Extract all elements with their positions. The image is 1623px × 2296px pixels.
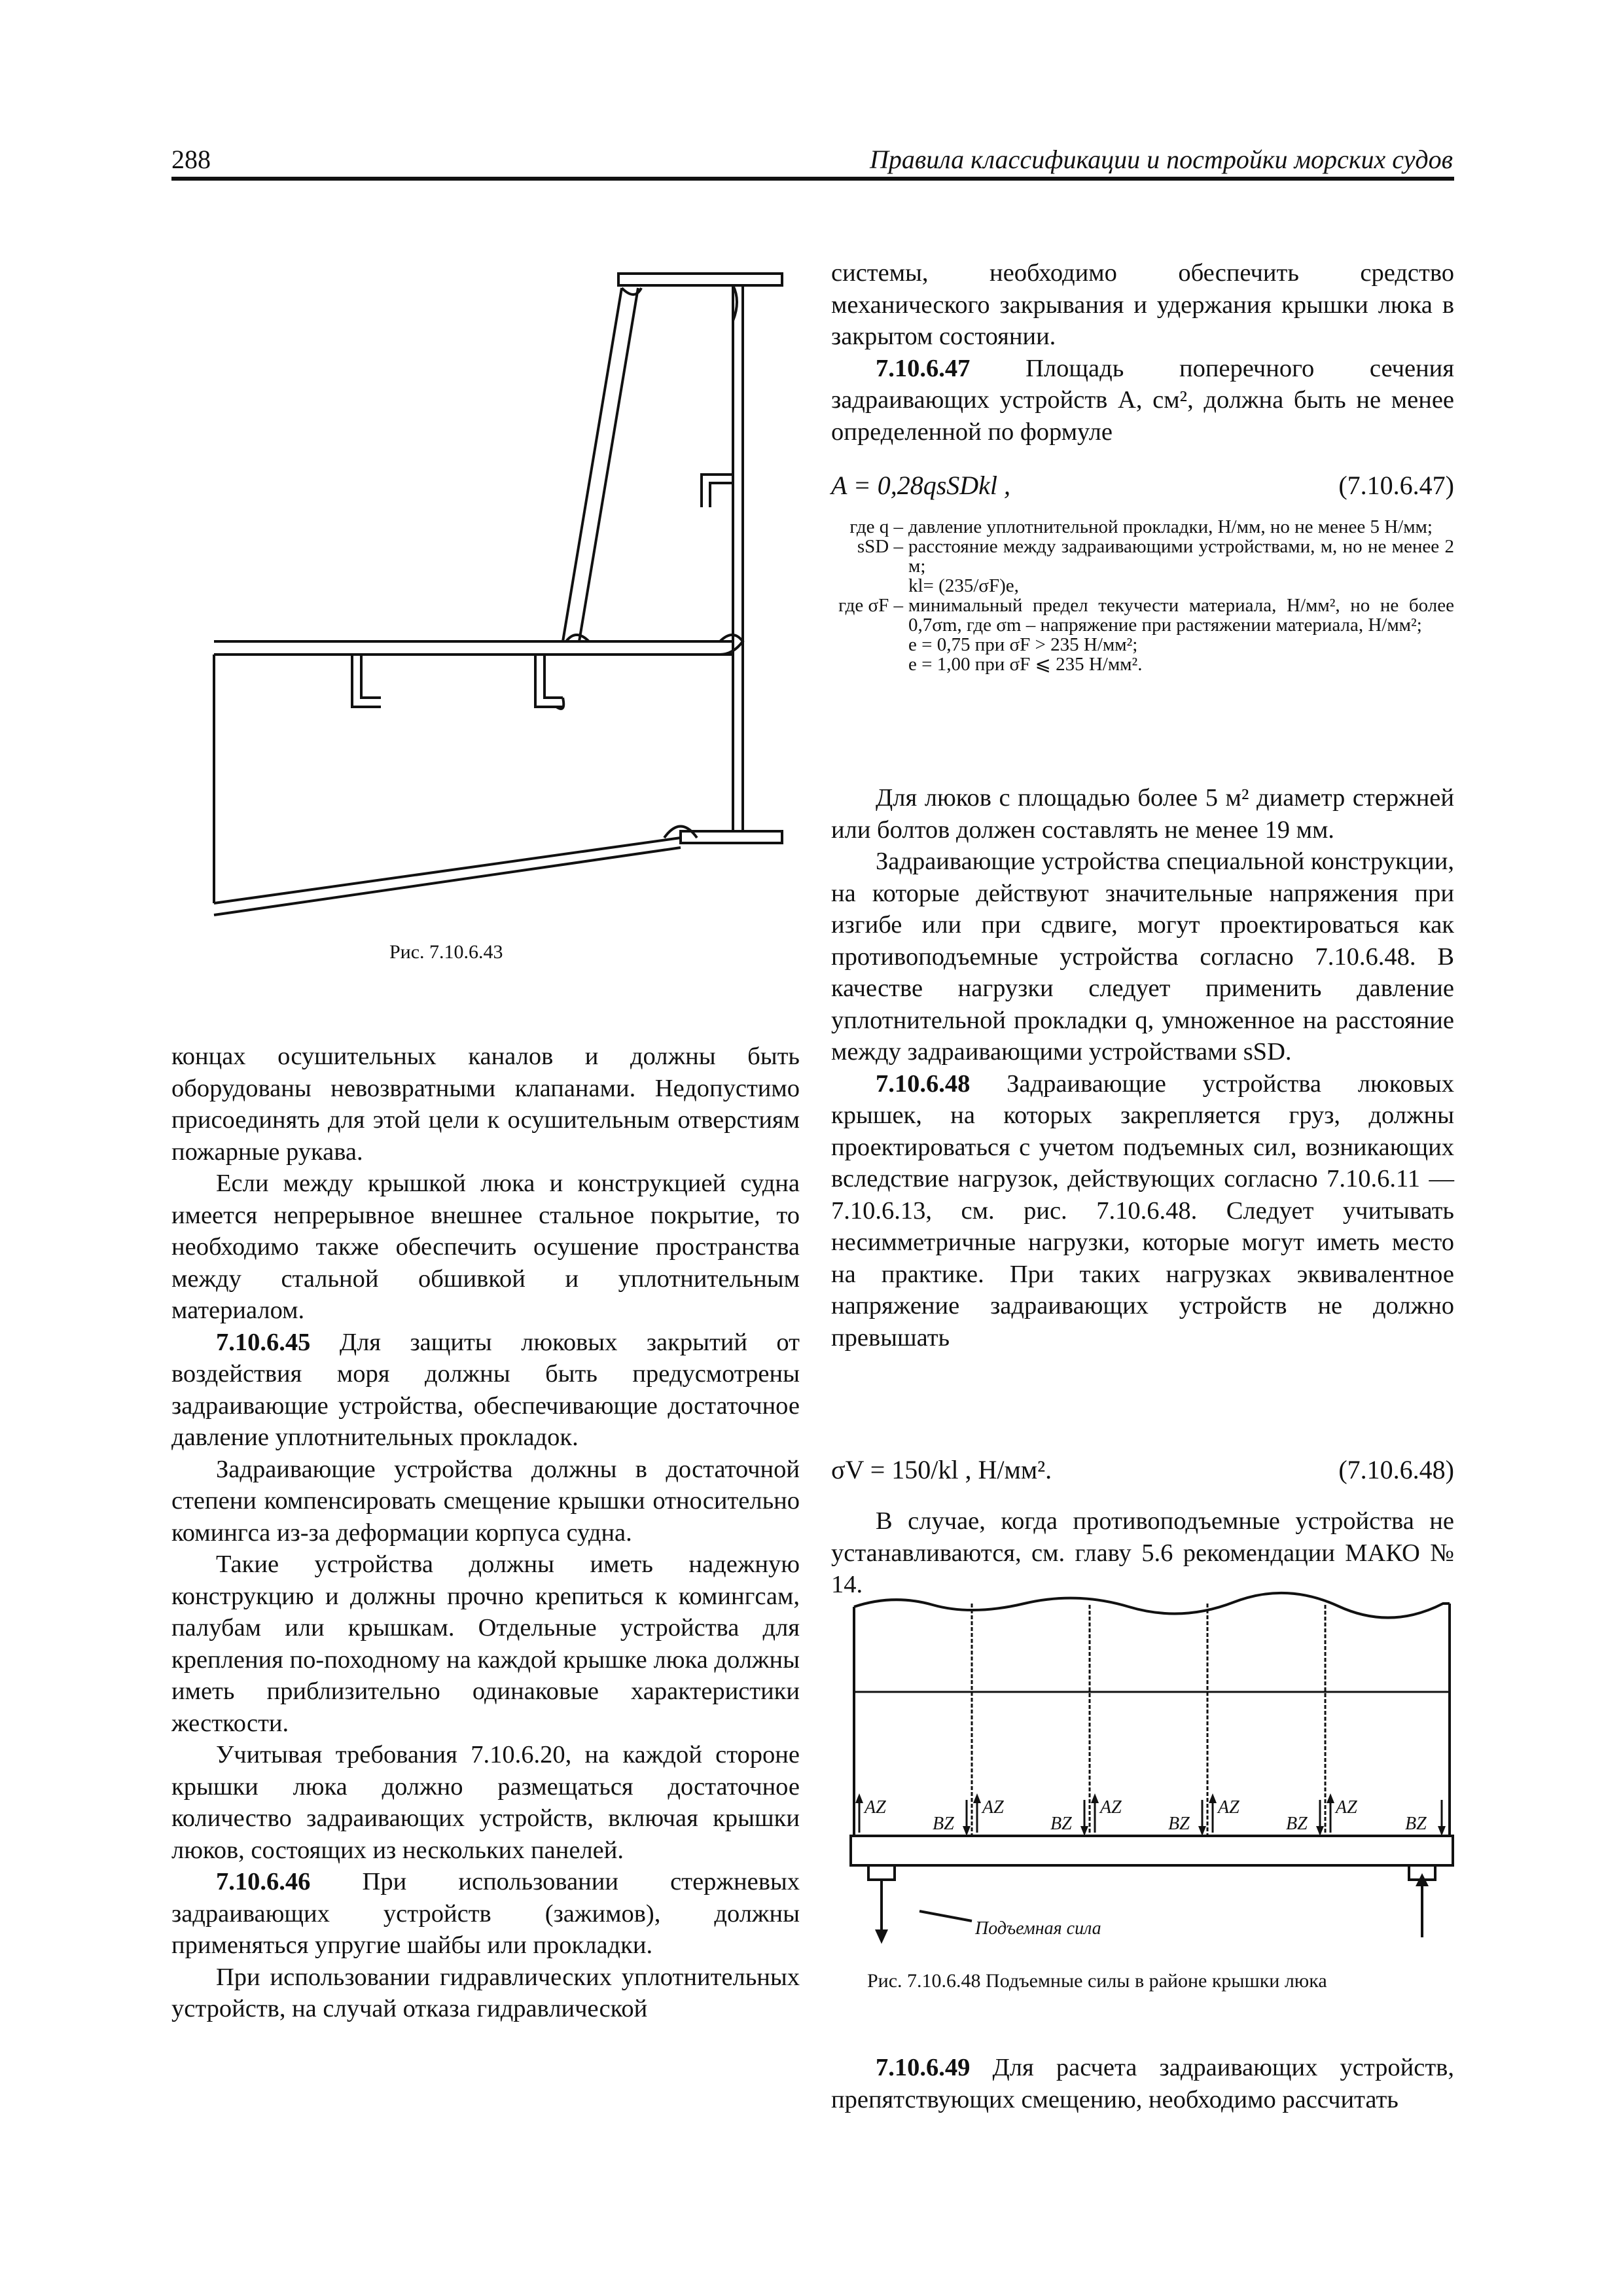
definition-text: расстояние между задраивающими устройствами, м, но не менее 2 м; [908, 536, 1454, 577]
paragraph: Задраивающие устройства должны в достаточной степени компенсировать смещение крышки относительно комингса из-за деформации корпуса судна. [171, 1455, 800, 1547]
right-column-middle [831, 782, 1454, 1354]
definition-term: sSD – [857, 536, 903, 557]
definition-term [831, 635, 908, 655]
definition-term [831, 655, 908, 674]
header-rule [171, 177, 1454, 181]
paragraph: системы, необходимо обеспечить средство механического закрывания и удержания крышки люка в закрытом состоянии. [831, 259, 1454, 350]
paragraph [171, 1866, 800, 1962]
definition-text: kl= (235/σF)e, [908, 575, 1019, 596]
definition-text: давление уплотнительной прокладки, Н/мм, но не менее 5 Н/мм; [908, 516, 1433, 537]
page-number: 288 [171, 145, 211, 174]
left-column [171, 1041, 800, 2025]
definition-text: минимальный предел текучести материала, Н/мм², но не более 0,7σm, где σm – напряжение при растяжении материала, Н/мм²; [908, 595, 1454, 636]
bz-label: BZ [1168, 1814, 1190, 1834]
definition-row [831, 537, 1454, 576]
definition-text: e = 1,00 при σF ⩽ 235 Н/мм². [908, 654, 1143, 675]
right-column-bottom [831, 2052, 1454, 2115]
figure-caption: Рис. 7.10.6.48 Подъемные силы в районе крышки люка [867, 1970, 1327, 1992]
section-number: 7.10.6.49 [876, 2054, 971, 2081]
definition-row [831, 576, 1454, 596]
paragraph: Если между крышкой люка и конструкцией судна имеется непрерывное внешнее стальное покрытие, то необходимо также обеспечить осушение пространства между стальной обшивкой и уплотнительным материалом. [171, 1170, 800, 1324]
definition-term: где q – [849, 516, 903, 537]
paragraph-text: Для защиты люковых закрытий от воздействия моря должны быть предусмотрены задраивающие устройства, обеспечивающие достаточное давление уплотнительных прокладок. [171, 1328, 800, 1451]
figure-caption: Рис. 7.10.6.43 [389, 941, 503, 963]
paragraph [831, 2052, 1454, 2115]
paragraph-text: Задраивающие устройства люковых крышек, на которых закрепляется груз, должны проектироваться с учетом подъемных сил, возникающих вследствие нагрузок, действующих согласно 7.10.6.11 — 7.10.6.13, см. рис. 7.10.6.48. Следует учитывать несимметричные нагрузки, которые могут иметь место на практике. При таких нагрузках эквивалентное напряжение задраивающих устройств не должно превышать [831, 1069, 1454, 1352]
lift-force-label: Подъемная сила [975, 1918, 1101, 1939]
formula-7-10-6-48 [831, 1454, 1454, 1485]
definition-text: e = 0,75 при σF > 235 Н/мм²; [908, 634, 1138, 655]
right-column-lower [831, 1505, 1454, 1601]
paragraph [171, 1327, 800, 1454]
panels [972, 1604, 1325, 1836]
paragraph-text: Для расчета задраивающих устройств, препятствующих смещению, необходимо рассчитать [831, 2054, 1454, 2113]
paragraph: При использовании гидравлических уплотнительных устройств, на случай отказа гидравлической [171, 1963, 800, 2022]
formula-expression: A = 0,28qsSDkl , [831, 471, 1011, 500]
figure-lift-forces [841, 1590, 1463, 1957]
az-label: AZ [1336, 1797, 1357, 1818]
paragraph-text: При использовании стержневых задраивающих устройств (зажимов), должны применяться упругие шайбы или прокладки. [171, 1868, 800, 1959]
paragraph: В случае, когда противоподъемные устройства не устанавливаются, см. главу 5.6 рекомендации МАКО № 14. [831, 1507, 1454, 1598]
paragraph: концах осушительных каналов и должны быть оборудованы невозвратными клапанами. Недопустимо присоединять для этой цели к осушительным отверстиям пожарные рукава. [171, 1043, 800, 1166]
paragraph [831, 1068, 1454, 1354]
az-label: AZ [865, 1797, 886, 1818]
paragraph [831, 353, 1454, 448]
bz-label: BZ [1405, 1814, 1427, 1834]
definition-row [831, 517, 1454, 537]
right-column-top [831, 257, 1454, 448]
bz-label: BZ [1050, 1814, 1072, 1834]
paragraph: Такие устройства должны иметь надежную конструкцию и должны прочно крепиться к комингсам, палубам или крышкам. Отдельные устройства для крепления по-походному на каждой крышке люка должны иметь приблизительно одинаковые характеристики жесткости. [171, 1551, 800, 1737]
section-number: 7.10.6.48 [876, 1069, 971, 1098]
az-label: AZ [1218, 1797, 1240, 1818]
paragraph-text: Площадь поперечного сечения задраивающих устройств A, см², должна быть не менее определенной по формуле [831, 354, 1454, 446]
paragraph: Задраивающие устройства специальной конструкции, на которые действуют значительные напряжения при изгибе или при сдвиге, могут проектироваться как противоподъемные устройства согласно 7.10.6.48. В качестве нагрузки следует применить давление уплотнительной прокладки q, умноженное на расстояние между задраивающими устройствами sSD. [831, 848, 1454, 1066]
section-number: 7.10.6.47 [876, 354, 971, 382]
section-number: 7.10.6.45 [216, 1328, 311, 1356]
definition-term: где σF – [838, 595, 903, 616]
formula-number: (7.10.6.47) [1338, 471, 1454, 500]
formula-expression: σV = 150/kl , Н/мм². [831, 1455, 1052, 1484]
definition-row [831, 655, 1454, 674]
section-number: 7.10.6.46 [216, 1868, 311, 1895]
az-label: AZ [982, 1797, 1004, 1818]
definition-term [831, 576, 908, 596]
paragraph: Учитывая требования 7.10.6.20, на каждой стороне крышки люка должно размещаться достаточное количество задраивающих устройств, включая крышки люков, состоящих из нескольких панелей. [171, 1741, 800, 1864]
paragraph: Для люков с площадью более 5 м² диаметр стержней или болтов должен составлять не менее 19 мм. [831, 784, 1454, 844]
bz-label: BZ [1286, 1814, 1308, 1834]
formula-number: (7.10.6.48) [1338, 1455, 1454, 1484]
formula-definitions [831, 517, 1454, 674]
running-title: Правила классификации и постройки морских судов [869, 145, 1453, 174]
formula-7-10-6-47 [831, 470, 1454, 501]
az-label: AZ [1100, 1797, 1122, 1818]
definition-row [831, 635, 1454, 655]
bz-label: BZ [933, 1814, 954, 1834]
definition-row [831, 596, 1454, 635]
figure-hatch-coaming-section [209, 262, 785, 929]
